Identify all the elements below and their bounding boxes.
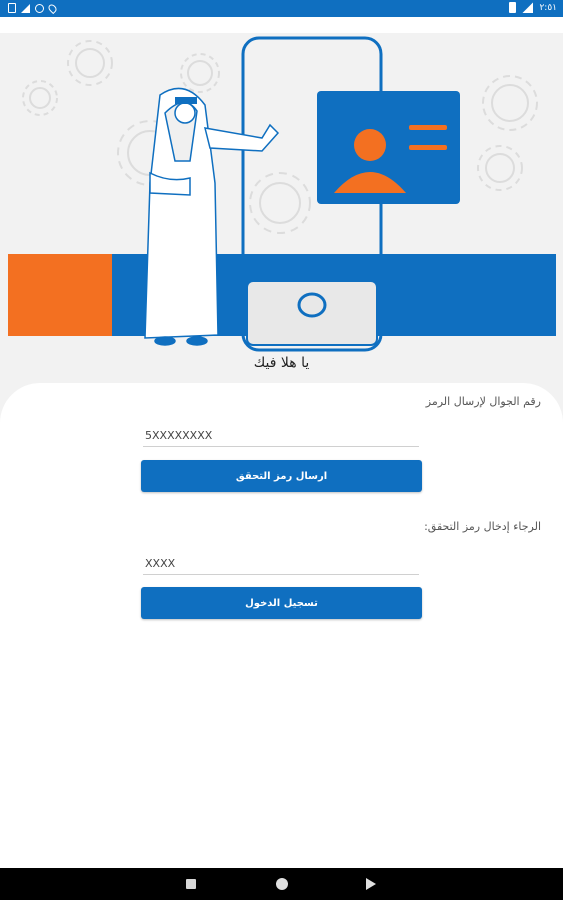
nav-recents-icon[interactable]: [186, 879, 196, 889]
code-label: الرجاء إدخال رمز التحقق:: [424, 520, 541, 533]
status-icons-right: [509, 2, 557, 13]
status-icons-left: [8, 3, 56, 13]
phone-input[interactable]: [143, 425, 419, 447]
signal-icon: [21, 4, 30, 13]
send-code-button[interactable]: ارسال رمز التحقق: [141, 460, 422, 492]
status-bar: [0, 0, 563, 17]
wifi-icon: [522, 2, 533, 13]
status-time: ٢:٥١: [539, 2, 557, 13]
phone-label: رقم الجوال لإرسال الرمز: [425, 395, 541, 408]
nav-home-icon[interactable]: [276, 878, 288, 890]
navigation-bar: [0, 868, 563, 900]
login-form-card: [0, 383, 563, 868]
greeting-text: يا هلا فيك: [253, 355, 310, 371]
nav-back-icon[interactable]: [366, 878, 376, 890]
location-icon: [47, 2, 58, 13]
sync-icon: [35, 4, 44, 13]
login-button[interactable]: تسجيل الدخول: [141, 587, 422, 619]
hero-illustration: [0, 33, 563, 383]
id-card-icon: [317, 91, 460, 204]
illustration-svg: [0, 33, 563, 383]
app-bar: [0, 17, 563, 33]
code-input[interactable]: [143, 553, 419, 575]
notification-icon: [8, 3, 16, 13]
battery-icon: [509, 2, 516, 13]
